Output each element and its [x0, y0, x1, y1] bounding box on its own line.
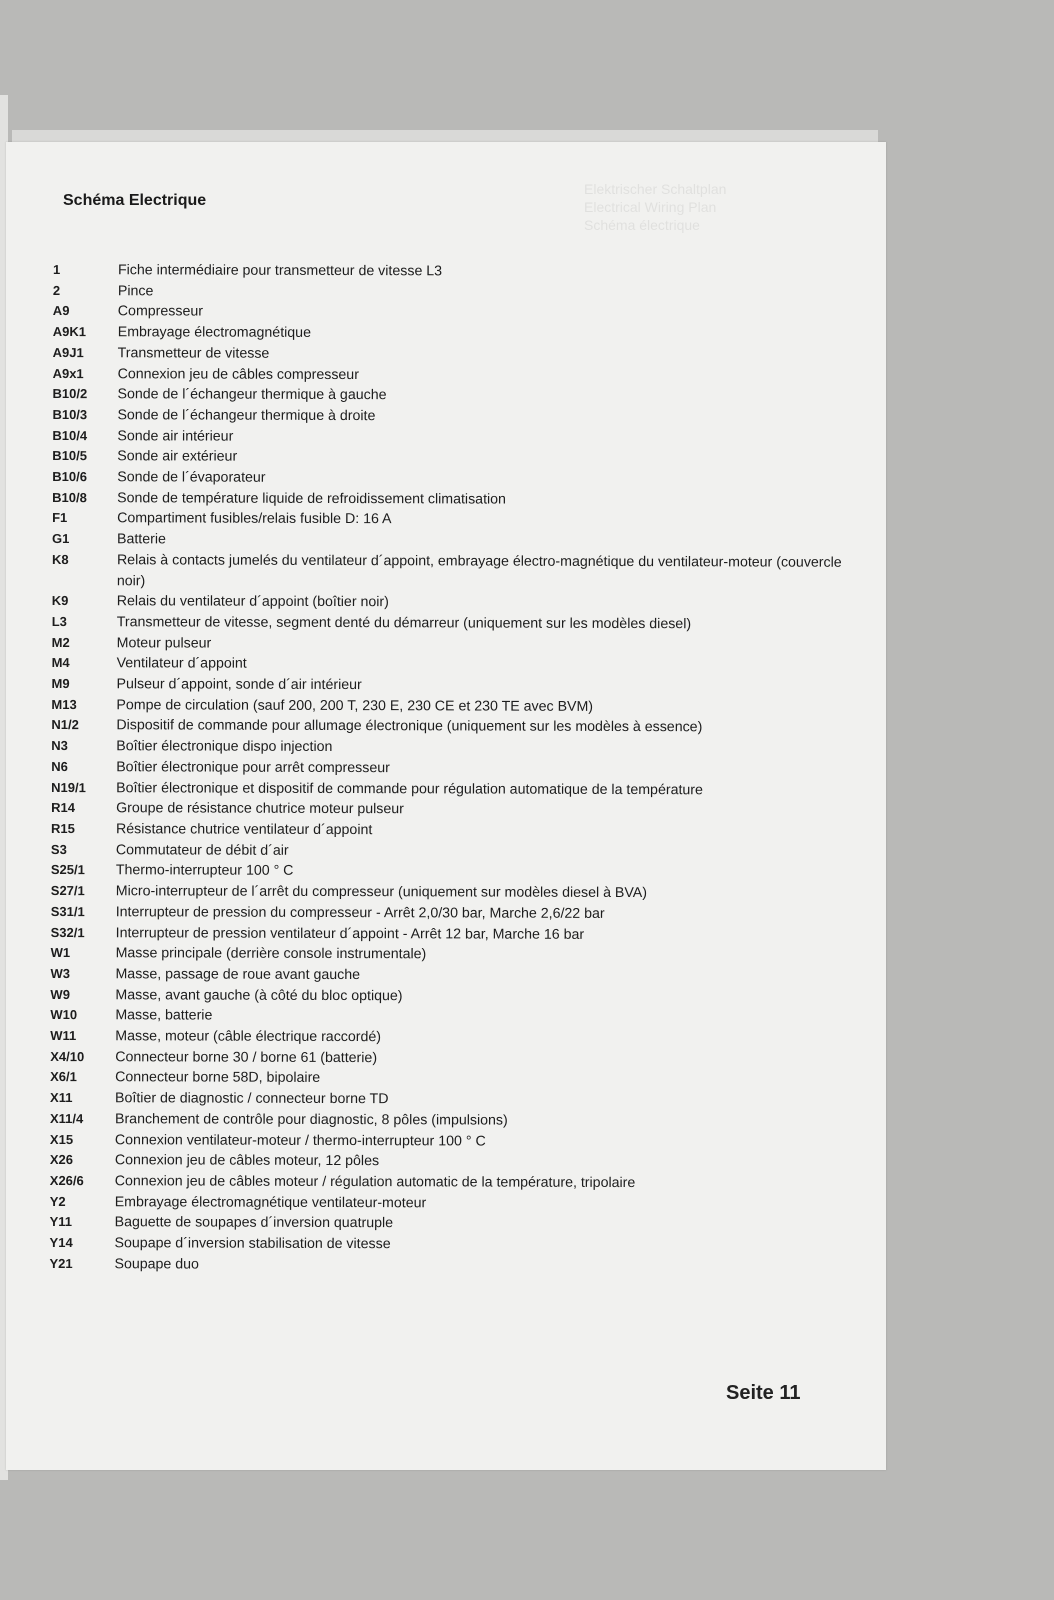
- component-description: Masse, moteur (câble électrique raccordé): [115, 1028, 382, 1046]
- component-description: Masse, batterie: [115, 1007, 213, 1024]
- component-code: A9x1: [52, 365, 84, 381]
- component-code: B10/3: [52, 406, 88, 423]
- legend-row: [51, 819, 841, 842]
- component-code: R14: [51, 800, 75, 816]
- component-description: Pompe de circulation (sauf 200, 200 T, 230 E, 230 CE et 230 TE avec BVM): [116, 696, 594, 715]
- component-description: Compartiment fusibles/relais fusible D: 16 A: [117, 510, 392, 528]
- component-description: Boîtier de diagnostic / connecteur borne TD: [115, 1090, 389, 1108]
- component-description: Dispositif de commande pour allumage électronique (uniquement sur les modèles à essence): [116, 717, 703, 736]
- component-description: Connexion jeu de câbles moteur, 12 pôles: [114, 1152, 380, 1170]
- component-code: N6: [51, 758, 68, 774]
- legend-row: [50, 1150, 840, 1173]
- component-description: Résistance chutrice ventilateur d´appoint: [115, 821, 373, 839]
- component-code: X11: [50, 1090, 73, 1106]
- component-code: 1: [52, 262, 61, 278]
- page-title: Schéma Electrique: [63, 192, 207, 209]
- component-code: W10: [50, 1007, 78, 1023]
- component-code: A9K1: [52, 324, 87, 340]
- legend-row: [50, 1067, 840, 1090]
- legend-row: [51, 840, 841, 863]
- component-description: Batterie: [116, 531, 166, 548]
- component-code: X4/10: [50, 1048, 85, 1064]
- legend-row: [50, 1171, 840, 1194]
- component-code: Y14: [49, 1235, 73, 1251]
- component-code: W11: [50, 1028, 77, 1044]
- component-code: S32/1: [50, 924, 85, 940]
- legend-row: [52, 653, 842, 676]
- component-description: Sonde de l´échangeur thermique à gauche: [117, 386, 387, 404]
- component-description: Relais du ventilateur d´appoint (boîtier noir): [116, 593, 389, 611]
- component-code: A9: [52, 303, 70, 319]
- component-code: S3: [50, 841, 67, 857]
- legend-row: [52, 426, 842, 449]
- component-code: X26/6: [49, 1172, 84, 1189]
- component-code: L3: [51, 613, 67, 630]
- component-code: Y11: [49, 1214, 73, 1230]
- component-code: B10/5: [52, 448, 88, 464]
- legend-row: [53, 343, 843, 366]
- document-page: [6, 142, 886, 1470]
- legend-row: [52, 384, 842, 407]
- component-code: S31/1: [50, 903, 85, 919]
- legend-row: [51, 881, 841, 904]
- component-code: X11/4: [49, 1110, 84, 1126]
- component-code: Y2: [49, 1193, 66, 1209]
- legend-row: [52, 529, 842, 552]
- component-description: Thermo-interrupteur 100 ° C: [115, 862, 294, 880]
- component-description: Moteur pulseur: [116, 634, 212, 652]
- component-description: Embrayage électromagnétique: [117, 324, 312, 342]
- component-code: 2: [52, 282, 61, 298]
- component-description: Groupe de résistance chutrice moteur pulseur: [116, 800, 404, 818]
- component-description: Masse, passage de roue avant gauche: [115, 966, 361, 983]
- legend-row: [53, 322, 843, 345]
- component-description: Ventilateur d´appoint: [116, 655, 247, 673]
- component-code: F1: [52, 510, 68, 526]
- component-code: N19/1: [51, 779, 86, 795]
- component-code: S25/1: [50, 862, 85, 878]
- legend-row: [53, 260, 843, 283]
- component-code: R15: [50, 820, 75, 837]
- component-description: Sonde air extérieur: [117, 448, 238, 465]
- component-code: W1: [50, 945, 71, 961]
- component-description: Transmetteur de vitesse, segment denté du démarreur (uniquement sur les modèles diesel): [116, 614, 692, 633]
- component-description: Connecteur borne 58D, bipolaire: [115, 1069, 321, 1087]
- component-description: Sonde de l´évaporateur: [117, 469, 266, 486]
- component-description: Sonde air intérieur: [117, 427, 234, 445]
- component-description: Baguette de soupapes d´inversion quatruple: [114, 1214, 394, 1232]
- component-code: K8: [51, 551, 69, 567]
- component-code: X15: [49, 1131, 74, 1147]
- legend-row: [51, 757, 841, 780]
- legend-row: [52, 467, 842, 490]
- legend-row: [51, 943, 841, 966]
- component-code: M4: [51, 655, 70, 671]
- component-description: Branchement de contrôle pour diagnostic, 8 pôles (impulsions): [114, 1111, 508, 1129]
- legend-row: [51, 860, 841, 883]
- bleed-line: Elektrischer Schaltplan: [584, 181, 727, 197]
- legend-row: [52, 488, 842, 511]
- legend-row: [52, 446, 842, 469]
- bleed-line: Electrical Wiring Plan: [584, 199, 717, 215]
- legend-row: [49, 1254, 839, 1277]
- component-code: N3: [51, 738, 68, 754]
- component-description: Soupape duo: [114, 1255, 199, 1273]
- legend-row: [51, 674, 841, 697]
- component-code: W9: [50, 986, 70, 1002]
- legend-row: [51, 798, 841, 821]
- legend-row: [51, 715, 841, 738]
- legend-row: [51, 736, 841, 759]
- component-description: Embrayage électromagnétique ventilateur-moteur: [114, 1193, 427, 1211]
- component-description: Soupape d´inversion stabilisation de vitesse: [114, 1235, 391, 1253]
- component-description: Connexion jeu de câbles moteur / régulation automatic de la température, tripolaire: [114, 1173, 636, 1191]
- component-description: Masse principale (derrière console instrumentale): [115, 945, 427, 963]
- component-code: B10/4: [52, 427, 88, 443]
- component-description: Micro-interrupteur de l´arrêt du compresseur (uniquement sur modèles diesel à BVA): [115, 883, 648, 902]
- legend-row: [52, 591, 842, 614]
- legend-row: [53, 364, 843, 387]
- component-description: Masse, avant gauche (à côté du bloc optique): [115, 986, 403, 1004]
- component-code: X26: [49, 1152, 74, 1168]
- page-number: Seite 11: [726, 1382, 801, 1404]
- bleed-through-text: [584, 180, 726, 234]
- legend-row: [50, 1212, 840, 1235]
- component-code: S27/1: [50, 883, 85, 899]
- component-description: Interrupteur de pression ventilateur d´appoint - Arrêt 12 bar, Marche 16 bar: [115, 924, 585, 943]
- component-code: K9: [51, 593, 69, 609]
- component-code: A9J1: [52, 344, 84, 360]
- component-code: B10/6: [52, 469, 87, 485]
- legend-row: [50, 1088, 840, 1111]
- component-code: B10/8: [52, 489, 87, 505]
- legend-row: [51, 922, 841, 945]
- legend-row: [50, 964, 840, 987]
- component-code: G1: [52, 531, 70, 547]
- component-description: Sonde de l´échangeur thermique à droite: [117, 407, 376, 425]
- legend-row: [51, 778, 841, 801]
- component-code: M9: [51, 676, 70, 692]
- component-code: W3: [50, 965, 71, 981]
- legend-row: [53, 301, 843, 324]
- legend-row: [53, 281, 843, 304]
- legend-row: [51, 902, 841, 925]
- component-description: Boîtier électronique dispo injection: [116, 738, 333, 756]
- legend-row: [50, 985, 840, 1008]
- legend-row: [50, 1026, 840, 1049]
- legend-row: [51, 695, 841, 718]
- component-description: Transmetteur de vitesse: [117, 345, 270, 362]
- component-description: Pulseur d´appoint, sonde d´air intérieur: [116, 676, 362, 694]
- component-code: M2: [51, 634, 70, 650]
- legend-row: [50, 1109, 840, 1132]
- component-description: Sonde de température liquide de refroidissement climatisation: [117, 489, 506, 508]
- component-description: Compresseur: [117, 303, 204, 320]
- component-code: M13: [51, 696, 77, 712]
- legend-row: [50, 1233, 840, 1256]
- component-description: Connexion jeu de câbles compresseur: [117, 365, 359, 383]
- component-code: Y21: [49, 1255, 73, 1271]
- legend-row: [50, 1047, 840, 1070]
- legend-row: [50, 1130, 840, 1153]
- legend-row: [50, 1005, 840, 1028]
- component-code: X6/1: [50, 1069, 77, 1085]
- component-description: Boîtier électronique et dispositif de commande pour régulation automatique de la température: [116, 779, 703, 798]
- legend-row: [52, 405, 842, 428]
- component-description: Fiche intermédiaire pour transmetteur de vitesse L3: [117, 262, 443, 280]
- component-legend: [49, 260, 843, 1277]
- component-description: Commutateur de débit d´air: [115, 841, 289, 859]
- component-code: N1/2: [51, 717, 79, 733]
- component-description: Pince: [117, 282, 154, 300]
- component-description: Relais à contacts jumelés du ventilateur d´appoint, embrayage électro-magnétique du ventilateur-moteur (couvercle noir): [116, 552, 842, 589]
- bleed-line: Schéma électrique: [584, 217, 700, 233]
- component-description: Interrupteur de pression du compresseur - Arrêt 2,0/30 bar, Marche 2,6/22 bar: [115, 904, 605, 922]
- legend-row: [52, 550, 842, 594]
- component-description: Connecteur borne 30 / borne 61 (batterie): [115, 1048, 378, 1066]
- component-description: Boîtier électronique pour arrêt compresseur: [116, 759, 390, 777]
- legend-row: [50, 1192, 840, 1215]
- legend-row: [52, 612, 842, 635]
- legend-row: [52, 508, 842, 531]
- component-code: B10/2: [52, 386, 88, 402]
- component-description: Connexion ventilateur-moteur / thermo-interrupteur 100 ° C: [114, 1131, 486, 1150]
- legend-row: [52, 633, 842, 656]
